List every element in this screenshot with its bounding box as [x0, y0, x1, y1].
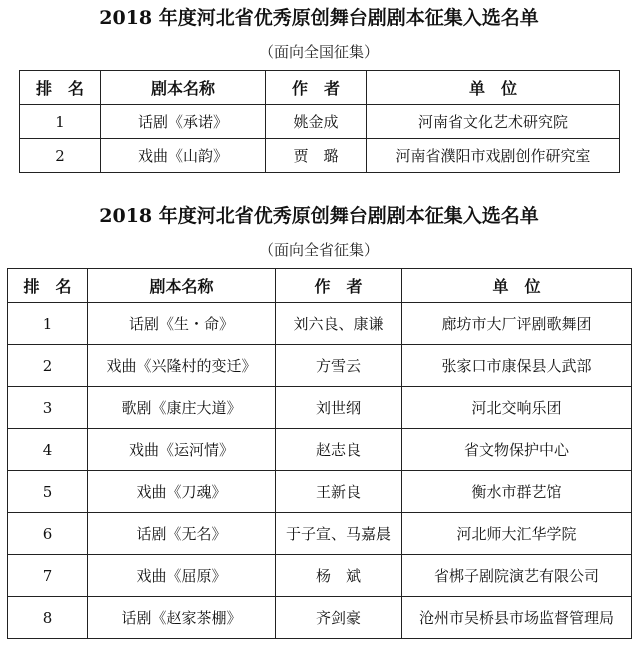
cell-script-name: 戏曲《兴隆村的变迁》: [88, 345, 276, 387]
cell-script-name: 戏曲《山韵》: [101, 139, 266, 173]
header-rank: 排 名: [8, 269, 88, 303]
cell-unit: 河南省濮阳市戏剧创作研究室: [367, 139, 620, 173]
cell-script-name: 话剧《赵家茶棚》: [88, 597, 276, 639]
cell-author: 于子宣、马嘉晨: [276, 513, 402, 555]
cell-author: 刘六良、康谦: [276, 303, 402, 345]
cell-rank: 8: [8, 597, 88, 639]
header-unit: 单 位: [402, 269, 632, 303]
cell-script-name: 话剧《承诺》: [101, 105, 266, 139]
cell-rank: 3: [8, 387, 88, 429]
header-script-name: 剧本名称: [101, 71, 266, 105]
cell-script-name: 戏曲《运河情》: [88, 429, 276, 471]
header-script-name: 剧本名称: [88, 269, 276, 303]
cell-author: 赵志良: [276, 429, 402, 471]
cell-author: 姚金成: [266, 105, 367, 139]
cell-author: 方雪云: [276, 345, 402, 387]
section2-subtitle: （面向全省征集）: [258, 241, 379, 259]
table-row: [8, 345, 632, 387]
table-row: [8, 429, 632, 471]
cell-author: 刘世纲: [276, 387, 402, 429]
table-row: [8, 303, 632, 345]
cell-author: 贾 璐: [266, 139, 367, 173]
cell-script-name: 话剧《生・命》: [88, 303, 276, 345]
header-rank: 排 名: [20, 71, 101, 105]
cell-unit: 沧州市吴桥县市场监督管理局: [402, 597, 632, 639]
cell-unit: 廊坊市大厂评剧歌舞团: [402, 303, 632, 345]
cell-rank: 5: [8, 471, 88, 513]
section1-title: 2018 年度河北省优秀原创舞台剧剧本征集入选名单: [99, 7, 539, 29]
header-author: 作 者: [276, 269, 402, 303]
section2-table: [7, 268, 632, 639]
cell-script-name: 话剧《无名》: [88, 513, 276, 555]
cell-rank: 2: [20, 139, 101, 173]
cell-script-name: 戏曲《刀魂》: [88, 471, 276, 513]
cell-rank: 6: [8, 513, 88, 555]
header-author: 作 者: [266, 71, 367, 105]
table-header-row: [8, 269, 632, 303]
section2-title: 2018 年度河北省优秀原创舞台剧剧本征集入选名单: [99, 205, 539, 227]
header-unit: 单 位: [367, 71, 620, 105]
cell-unit: 省文物保护中心: [402, 429, 632, 471]
cell-rank: 1: [8, 303, 88, 345]
cell-unit: 河北师大汇华学院: [402, 513, 632, 555]
cell-author: 杨 斌: [276, 555, 402, 597]
table-row: [8, 387, 632, 429]
cell-rank: 1: [20, 105, 101, 139]
section1-subtitle: （面向全国征集）: [258, 43, 379, 61]
cell-unit: 河北交响乐团: [402, 387, 632, 429]
cell-unit: 省梆子剧院演艺有限公司: [402, 555, 632, 597]
table-row: [20, 139, 620, 173]
cell-rank: 7: [8, 555, 88, 597]
cell-script-name: 戏曲《屈原》: [88, 555, 276, 597]
table-row: [8, 597, 632, 639]
table-row: [8, 471, 632, 513]
table-row: [8, 555, 632, 597]
table-header-row: [20, 71, 620, 105]
cell-unit: 河南省文化艺术研究院: [367, 105, 620, 139]
cell-rank: 4: [8, 429, 88, 471]
table-row: [8, 513, 632, 555]
cell-rank: 2: [8, 345, 88, 387]
cell-unit: 张家口市康保县人武部: [402, 345, 632, 387]
cell-unit: 衡水市群艺馆: [402, 471, 632, 513]
cell-script-name: 歌剧《康庄大道》: [88, 387, 276, 429]
section1-table: [19, 70, 620, 173]
cell-author: 齐剑豪: [276, 597, 402, 639]
cell-author: 王新良: [276, 471, 402, 513]
table-row: [20, 105, 620, 139]
